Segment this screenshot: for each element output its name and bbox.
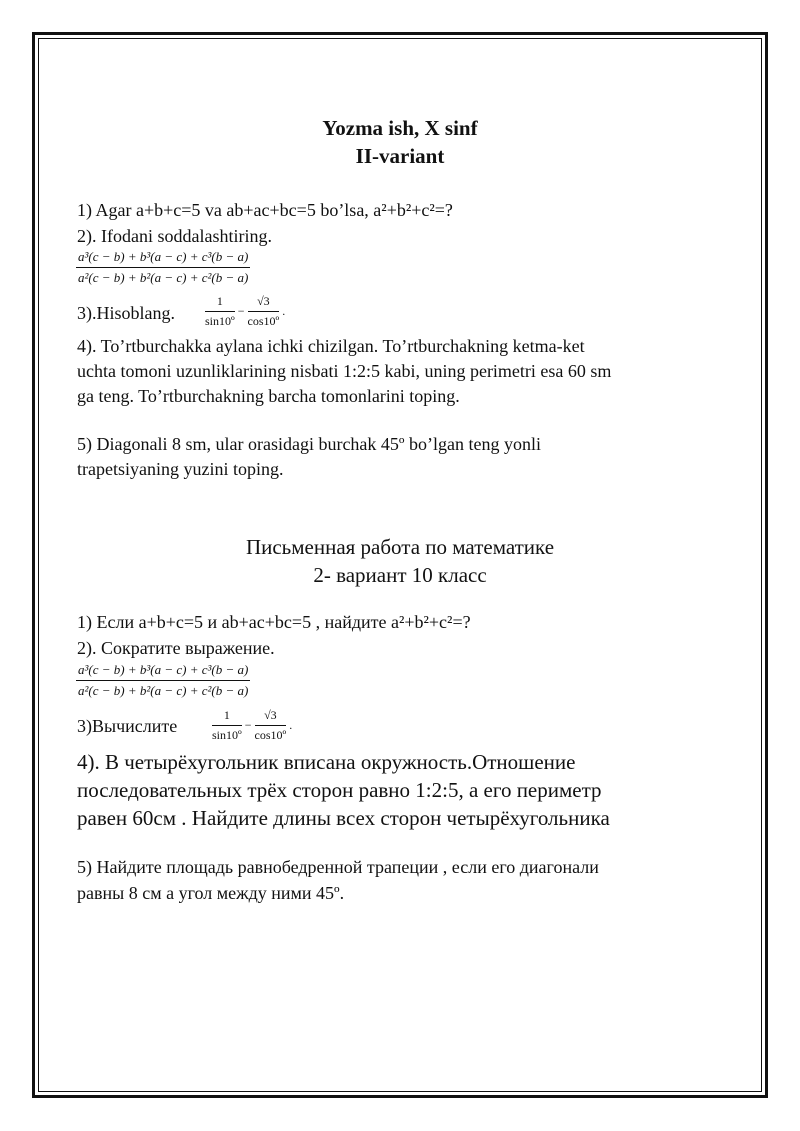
trig-end: . <box>289 718 293 732</box>
ru-trig-expression <box>212 708 295 743</box>
trig-operator: − <box>237 304 245 318</box>
ru-question-4-line-2: последовательных трёх сторон равно 1:2:5, а его периметр <box>77 778 602 802</box>
uz-trig-expression <box>205 294 288 329</box>
uz-question-4-line-2: uchta tomoni uzunliklarining nisbati 1:2:5 kabi, uning perimetri esa 60 sm <box>77 361 612 381</box>
ru-title: Письменная работа по математике <box>245 535 555 559</box>
ru-question-5-line-1: 5) Найдите площадь равнобедренной трапеции , если его диагонали <box>77 857 599 877</box>
trig-num-1: 1 <box>223 708 230 722</box>
uz-question-5-line-2: trapetsiyaning yuzini toping. <box>77 459 284 479</box>
ru-question-5-line-2: равны 8 см а угол между ними 45º. <box>77 883 345 903</box>
ru-question-4-line-3: равен 60см . Найдите длины всех сторон четырёхугольника <box>77 806 610 830</box>
trig-operator: − <box>244 718 252 732</box>
trig-num-2: √3 <box>257 294 270 308</box>
ru-fraction <box>76 662 250 699</box>
uz-question-3: 3).Hisoblang. <box>77 303 175 323</box>
uz-question-2: 2). Ifodani soddalashtiring. <box>77 226 272 246</box>
uz-fraction-denominator: a²(c − b) + b²(a − c) + c²(b − a) <box>76 267 250 286</box>
ru-question-3: 3)Вычислите <box>77 716 178 736</box>
trig-end: . <box>282 304 286 318</box>
trig-den-1: sin10º <box>205 311 235 329</box>
trig-den-2: cos10º <box>248 311 280 329</box>
trig-num-1: 1 <box>216 294 223 308</box>
uz-question-5-line-1: 5) Diagonali 8 sm, ular orasidagi burchak 45º bo’lgan teng yonli <box>77 434 541 454</box>
trig-den-2: cos10º <box>255 725 287 743</box>
trig-den-1: sin10º <box>212 725 242 743</box>
ru-subtitle: 2- вариант 10 класс <box>313 563 487 587</box>
trig-num-2: √3 <box>264 708 277 722</box>
ru-question-2: 2). Сократите выражение. <box>77 638 275 658</box>
uz-fraction <box>76 249 250 286</box>
uz-question-4-line-1: 4). To’rtburchakka aylana ichki chizilgan. To’rtburchakning ketma-ket <box>77 336 585 356</box>
uz-subtitle: II-variant <box>355 144 445 168</box>
uz-fraction-numerator: a³(c − b) + b³(a − c) + c³(b − a) <box>78 249 249 264</box>
ru-question-4-line-1: 4). В четырёхугольник вписана окружность.Отношение <box>77 750 576 774</box>
ru-question-1: 1) Если a+b+c=5 и ab+ac+bc=5 , найдите a²+b²+c²=? <box>77 612 471 632</box>
uz-title: Yozma ish, X sinf <box>322 116 478 140</box>
uz-question-1: 1) Agar a+b+c=5 va ab+ac+bc=5 bo’lsa, a²+b²+c²=? <box>77 200 453 220</box>
uz-question-4-line-3: ga teng. To’rtburchakning barcha tomonlarini toping. <box>77 386 460 406</box>
ru-fraction-numerator: a³(c − b) + b³(a − c) + c³(b − a) <box>78 662 249 677</box>
ru-fraction-denominator: a²(c − b) + b²(a − c) + c²(b − a) <box>76 680 250 699</box>
